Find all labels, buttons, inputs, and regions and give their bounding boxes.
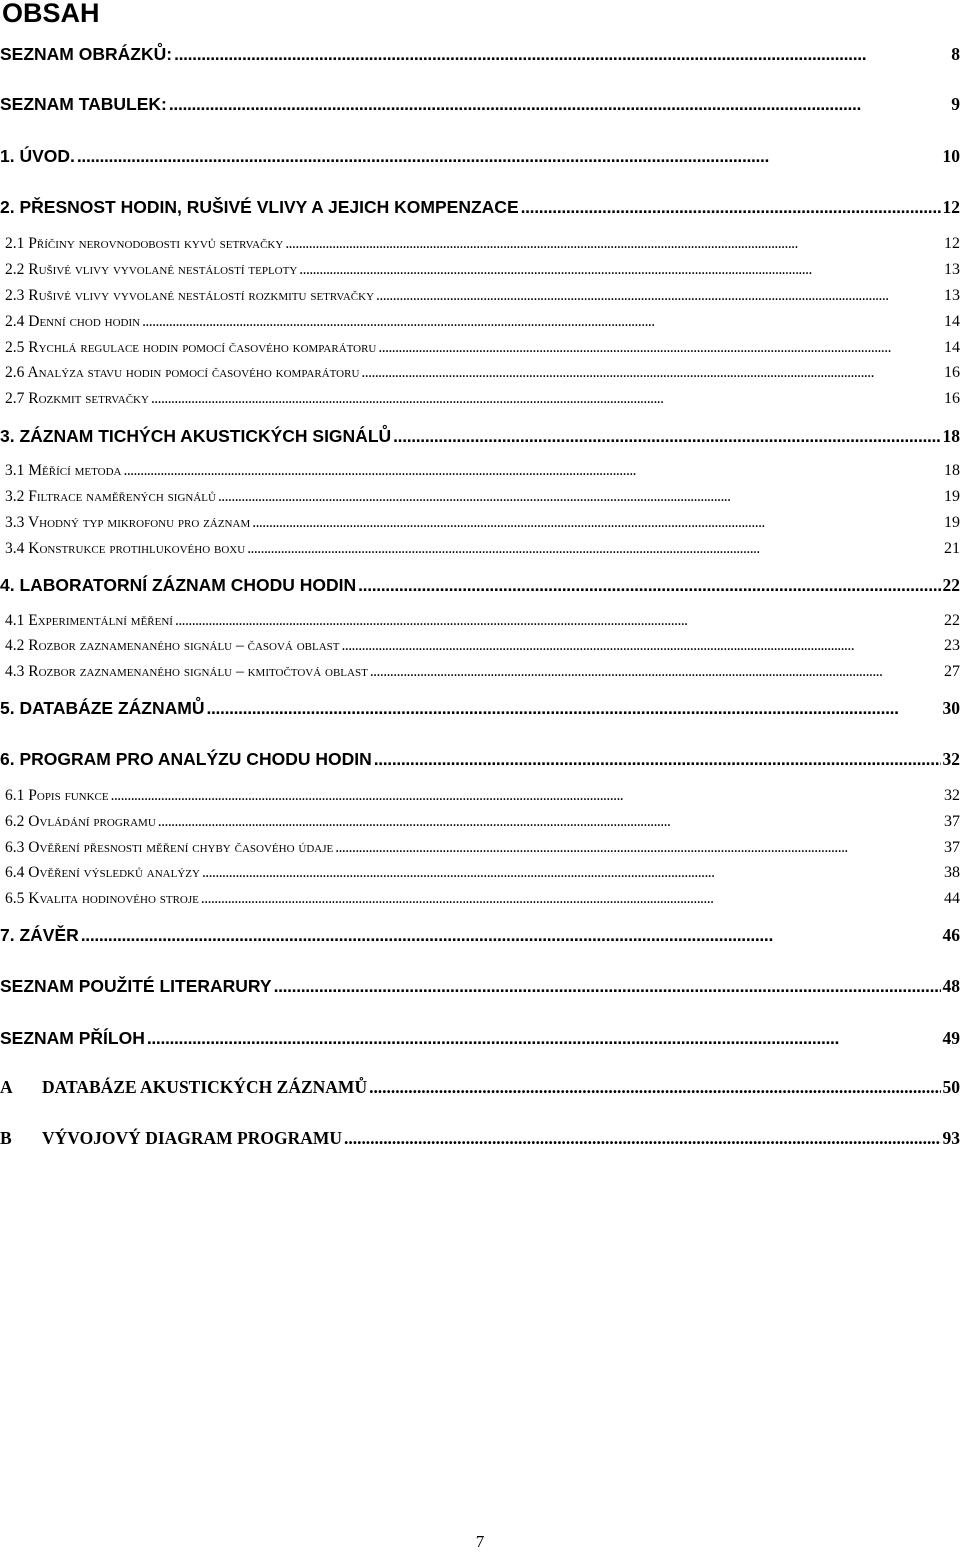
dot-leader (378, 339, 942, 357)
toc-entry-page: 49 (942, 1028, 960, 1048)
toc-entry-page: 37 (944, 813, 960, 830)
dot-leader (169, 94, 949, 115)
toc-entry-page: 12 (944, 235, 960, 252)
dot-leader (151, 390, 942, 408)
toc-entry-page: 9 (951, 94, 960, 114)
toc-entry-label: 2.5 Rychlá regulace hodin pomocí časového komparátoru (5, 339, 377, 356)
toc-entry-label: 4.2 Rozbor zaznamenaného signálu – časová oblast (5, 637, 340, 654)
toc-entry-page: 23 (944, 637, 960, 654)
toc-entry-page: 14 (944, 313, 960, 330)
toc-entry[interactable] (0, 261, 960, 279)
toc-entry[interactable] (0, 390, 960, 408)
toc-entry-page: 13 (944, 287, 960, 304)
toc-entry-page: 22 (944, 612, 960, 629)
toc-entry-label: 2.3 Rušivé vlivy vyvolané nestálostí rozkmitu setrvačky (5, 287, 375, 304)
toc-entry-page: 16 (944, 390, 960, 407)
toc-entry[interactable] (0, 287, 960, 305)
dot-leader (299, 261, 942, 279)
toc-entry-label: 6.1 Popis funkce (5, 787, 109, 804)
toc-entry-page: 32 (944, 787, 960, 804)
toc-entry[interactable] (0, 364, 960, 382)
toc-entry[interactable] (0, 339, 960, 357)
toc-entry[interactable] (0, 462, 960, 480)
toc-entry[interactable] (0, 313, 960, 331)
toc-entry[interactable] (0, 575, 960, 596)
toc-entry-page: 37 (944, 839, 960, 856)
toc-entry-label: 2.6 Analýza stavu hodin pomocí časového komparátoru (5, 364, 360, 381)
toc-entry-page: 14 (944, 339, 960, 356)
toc-entry-page: 30 (942, 698, 960, 718)
toc-entry-page: 19 (944, 514, 960, 531)
toc-entry-label: 4.3 Rozbor zaznamenaného signálu – kmitočtová oblast (5, 663, 368, 680)
toc-entry[interactable] (0, 1077, 960, 1098)
toc-entry[interactable] (0, 864, 960, 882)
dot-leader (218, 488, 942, 506)
dot-leader (147, 1028, 941, 1049)
toc-entry-page: 12 (942, 197, 960, 217)
dot-leader (142, 313, 942, 331)
toc-entry[interactable] (0, 813, 960, 831)
toc-entry-label: 3.4 Konstrukce protihlukového boxu (5, 540, 246, 557)
toc-entry-page: 50 (942, 1077, 960, 1097)
toc-entry[interactable] (0, 1128, 960, 1149)
dot-leader (344, 1128, 940, 1149)
page-title: OBSAH (2, 0, 100, 28)
toc-entry-label: SEZNAM PŘÍLOH (0, 1028, 145, 1048)
toc-entry-label: 6.4 Ověření výsledků analýzy (5, 864, 200, 881)
toc-entry[interactable] (0, 925, 960, 946)
toc-entry-label: DATABÁZE AKUSTICKÝCH ZÁZNAMŮ (42, 1077, 368, 1097)
toc-entry-label: 2.2 Rušivé vlivy vyvolané nestálostí teploty (5, 261, 298, 278)
toc-entry-page: 22 (942, 575, 960, 595)
dot-leader (342, 637, 943, 655)
toc-entry-label: SEZNAM OBRÁZKŮ: (0, 44, 173, 64)
toc-entry-label: 2.7 Rozkmit setrvačky (5, 390, 149, 407)
dot-leader (202, 864, 942, 882)
toc-entry-label: SEZNAM POUŽITÉ LITERARURY (0, 976, 272, 996)
toc-entry[interactable] (0, 839, 960, 857)
toc-entry-label: 6.2 Ovládání programu (5, 813, 156, 830)
toc-entry-label: 6. PROGRAM PRO ANALÝZU CHODU HODIN (0, 749, 372, 769)
dot-leader (376, 287, 942, 305)
toc-entry-page: 44 (944, 890, 960, 907)
dot-leader (206, 698, 940, 719)
toc-entry-label: 6.3 Ověření přesnosti měření chyby časového údaje (5, 839, 334, 856)
toc-entry[interactable] (0, 787, 960, 805)
toc-entry-label: 2.1 Příčiny nerovnodobosti kyvů setrvačky (5, 235, 284, 252)
appendix-letter: B (0, 1128, 12, 1148)
toc-entry-label: 2.4 Denní chod hodin (5, 313, 141, 330)
toc-entry[interactable] (0, 235, 960, 253)
toc-entry[interactable] (0, 540, 960, 558)
toc-entry-page: 8 (951, 44, 960, 64)
toc-entry-label: VÝVOJOVÝ DIAGRAM PROGRAMU (42, 1128, 343, 1148)
toc-entry-label: 6.5 Kvalita hodinového stroje (5, 890, 199, 907)
toc-entry-page: 48 (942, 976, 960, 996)
dot-leader (158, 813, 942, 831)
toc-entry[interactable] (0, 44, 960, 65)
dot-leader (77, 146, 941, 167)
dot-leader (201, 890, 942, 908)
toc-entry[interactable] (0, 1028, 960, 1049)
toc-entry[interactable] (0, 637, 960, 655)
appendix-letter: A (0, 1077, 13, 1097)
dot-leader (247, 540, 942, 558)
dot-leader (111, 787, 942, 805)
toc-entry-page: 18 (942, 426, 960, 446)
toc-entry-page: 46 (942, 925, 960, 945)
dot-leader (335, 839, 942, 857)
toc-entry-page: 18 (944, 462, 960, 479)
toc-entry-label: 3. ZÁZNAM TICHÝCH AKUSTICKÝCH SIGNÁLŮ (0, 426, 392, 446)
dot-leader (370, 663, 942, 681)
toc-entry-label: SEZNAM TABULEK: (0, 94, 167, 114)
toc-entry[interactable] (0, 488, 960, 506)
toc-entry[interactable] (0, 890, 960, 908)
toc-entry-page: 93 (942, 1128, 960, 1148)
dot-leader (123, 462, 942, 480)
toc-entry[interactable] (0, 514, 960, 532)
dot-leader (369, 1077, 940, 1098)
toc-entry[interactable] (0, 698, 960, 719)
toc-entry-label: 7. ZÁVĚR (0, 925, 79, 945)
toc-entry-label: 3.3 Vhodný typ mikrofonu pro záznam (5, 514, 251, 531)
dot-leader (81, 925, 941, 946)
toc-entry-page: 32 (942, 749, 960, 769)
toc-entry[interactable] (0, 146, 960, 167)
dot-leader (393, 426, 940, 447)
toc-entry-label: 4.1 Experimentální měření (5, 612, 173, 629)
toc-entry-label: 5. DATABÁZE ZÁZNAMŮ (0, 698, 205, 718)
toc-entry[interactable] (0, 426, 960, 447)
toc-entry-page: 38 (944, 864, 960, 881)
dot-leader (174, 44, 949, 65)
page-number: 7 (475, 1532, 485, 1551)
toc-entry-page: 19 (944, 488, 960, 505)
toc-entry[interactable] (0, 94, 960, 115)
toc-entry[interactable] (0, 976, 960, 997)
toc-entry-page: 21 (944, 540, 960, 557)
dot-leader (252, 514, 942, 532)
toc-entry-page: 10 (942, 146, 960, 166)
toc-entry[interactable] (0, 197, 960, 218)
toc-entry-label: 3.1 Měřící metoda (5, 462, 122, 479)
toc-entry-label: 2. PŘESNOST HODIN, RUŠIVÉ VLIVY A JEJICH KOMPENZACE (0, 197, 519, 217)
toc-entry[interactable] (0, 749, 960, 770)
toc-entry-page: 16 (944, 364, 960, 381)
dot-leader (175, 612, 942, 630)
dot-leader (358, 575, 940, 596)
dot-leader (521, 197, 941, 218)
toc-entry-label: 4. LABORATORNÍ ZÁZNAM CHODU HODIN (0, 575, 357, 595)
toc-entry[interactable] (0, 663, 960, 681)
dot-leader (374, 749, 941, 770)
dot-leader (285, 235, 942, 253)
toc-entry-label: 3.2 Filtrace naměřených signálů (5, 488, 216, 505)
dot-leader (361, 364, 942, 382)
toc-entry-page: 13 (944, 261, 960, 278)
toc-entry[interactable] (0, 612, 960, 630)
toc-entry-label: 1. ÚVOD. (0, 146, 75, 166)
toc-entry-page: 27 (944, 663, 960, 680)
dot-leader (274, 976, 941, 997)
